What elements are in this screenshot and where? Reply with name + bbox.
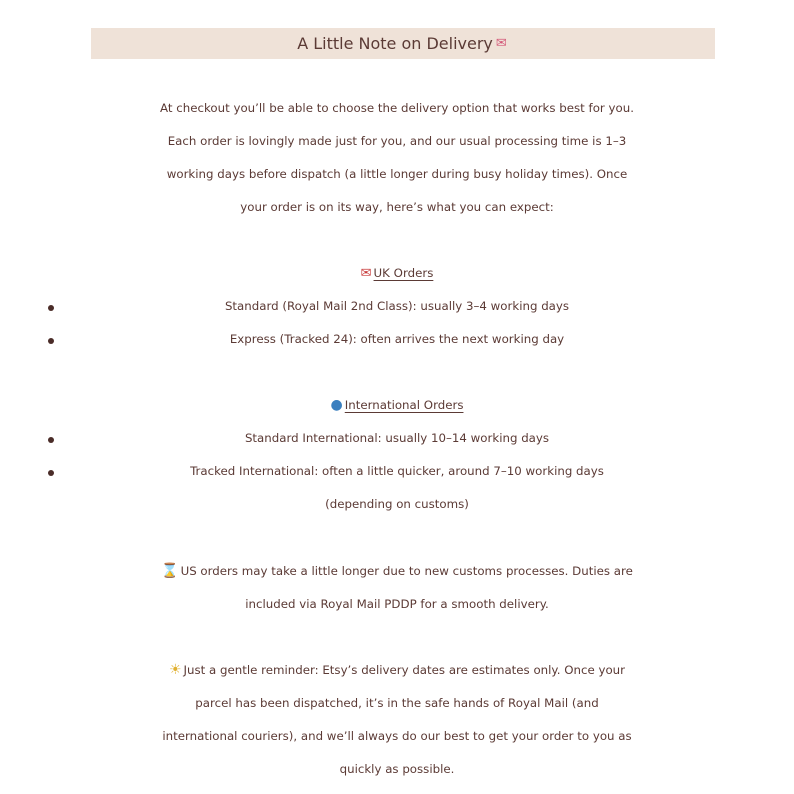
international-item-1: Standard International: usually 10–14 working days — [244, 431, 550, 445]
uk-item-2: Express (Tracked 24): often arrives the next working day — [229, 332, 565, 346]
lightbulb-icon: ☀ — [168, 662, 182, 678]
us-note-line-1 — [0, 560, 794, 582]
uk-orders-heading-text: UK Orders — [373, 266, 434, 280]
intro-line-3: working days before dispatch (a little longer during busy holiday times). Once — [166, 167, 628, 181]
reminder-line-2: parcel has been dispatched, it’s in the safe hands of Royal Mail (and — [195, 696, 599, 710]
us-note-text-1: US orders may take a little longer due to new customs processes. Duties are — [180, 564, 633, 578]
international-item-2-continuation: (depending on customs) — [325, 497, 469, 511]
reminder-line-4: quickly as possible. — [339, 762, 455, 776]
international-item-2: Tracked International: often a little quicker, around 7–10 working days — [190, 464, 604, 478]
page-title: A Little Note on Delivery — [297, 34, 493, 53]
intro-line-2: Each order is lovingly made just for you, and our usual processing time is 1–3 — [167, 134, 627, 148]
intro-line-4: your order is on its way, here’s what you can expect: — [240, 200, 554, 214]
globe-icon: ● — [330, 397, 343, 413]
reminder-line-1 — [0, 659, 794, 681]
postbox-icon: ✉ — [360, 266, 372, 281]
hourglass-icon: ⌛ — [161, 563, 179, 579]
intro-line-1: At checkout you’ll be able to choose the delivery option that works best for you. — [160, 101, 634, 115]
international-orders-heading-text: International Orders — [344, 398, 464, 412]
us-note-line-2: included via Royal Mail PDDP for a smooth delivery. — [245, 597, 549, 611]
reminder-text-1: Just a gentle reminder: Etsy’s delivery dates are estimates only. Once your — [183, 663, 626, 677]
international-orders-heading — [0, 394, 794, 416]
love-letter-icon: ✉ — [495, 36, 507, 51]
uk-item-1: Standard (Royal Mail 2nd Class): usually 3–4 working days — [224, 299, 570, 313]
title-banner — [91, 28, 715, 59]
uk-orders-heading — [0, 262, 794, 285]
reminder-line-3: international couriers), and we’ll always do our best to get your order to you as — [162, 729, 632, 743]
